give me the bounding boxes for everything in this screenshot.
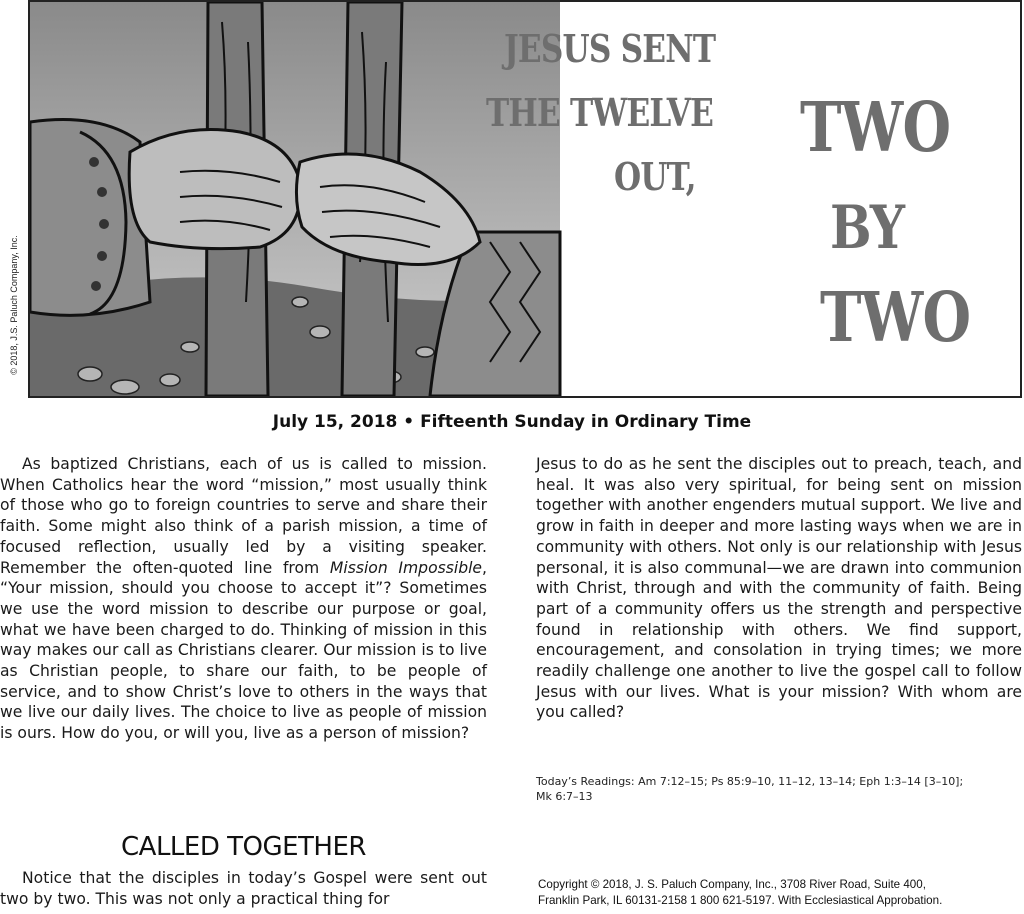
readings-line-2: Mk 6:7–13 [536, 790, 593, 803]
section-heading: CALLED TOGETHER [121, 832, 366, 862]
left-paragraph-1 [0, 454, 487, 744]
left-paragraph-1-text-b: , “Your mission, should you choose to accept it”? Sometimes we use the word mission to describe our purpose or goal, what we have been charged to do. Thinking of mission in this way makes our call as Christians clearer. Our mission is to live as Christian people, to share our faith, to be people of service, and to show Christ’s love to others in the ways that we live our daily lives. The choice to live as people of mission is ours. How do you, or will you, live as a person of mission? [0, 558, 487, 743]
left-paragraph-1-text-a: As baptized Christians, each of us is called to mission. When Catholics hear the word “mission,” most usually think of those who go to foreign countries to serve and share their faith. Some might also think of a parish mission, a time of focused reflection, usually led by a visiting speaker. Remember the often-quoted line from [0, 455, 487, 577]
footer-line-1: Copyright © 2018, J. S. Paluch Company, Inc., 3708 River Road, Suite 400, [538, 878, 926, 891]
headline-two-top: TWO [800, 88, 951, 168]
dateline: July 15, 2018 • Fifteenth Sunday in Ordinary Time [272, 412, 752, 432]
right-column [536, 454, 1022, 723]
footer-line-2: Franklin Park, IL 60131-2158 1 800 621-5197. With Ecclesiastical Approbation. [538, 894, 943, 907]
banner [28, 0, 1022, 398]
headline-line-1: JESUS SENT [504, 26, 716, 71]
left-paragraph-2: Notice that the disciples in today’s Gospel were sent out two by two. This was not only a practical thing for [0, 869, 487, 908]
headline-two-bottom: TWO [820, 278, 971, 358]
headline-line-3: OUT, [614, 154, 696, 199]
readings-line-1: Today’s Readings: Am 7:12–15; Ps 85:9–10, 11–12, 13–14; Eph 1:3–14 [3–10]; [536, 775, 964, 788]
headline-line-2: THE TWELVE [486, 90, 714, 135]
side-copyright: © 2018, J.S. Paluch Company, Inc. [9, 235, 19, 375]
movie-title: Mission Impossible [329, 558, 483, 577]
right-paragraph-1: Jesus to do as he sent the disciples out to preach, teach, and heal. It was also very spiritual, for being sent on mission together with another engenders mutual support. We live and grow in faith in deeper and more lasting ways when we are in community with others. Not only is our relationship with Jesus personal, it is also communal—we are drawn into communion with Christ, through and with the community of faith. Being part of a community offers us the strength and perspective found in relationship with others. We find support, encouragement, and consolation in trying times; we more readily challenge one another to live the gospel call to follow Jesus with our lives. What is your mission? With whom are you called? [536, 455, 1022, 722]
left-column [0, 454, 487, 744]
left-column-continued [0, 868, 487, 909]
headline-by: BY [830, 193, 905, 263]
footer-copyright [538, 877, 1018, 909]
todays-readings [536, 774, 1022, 804]
